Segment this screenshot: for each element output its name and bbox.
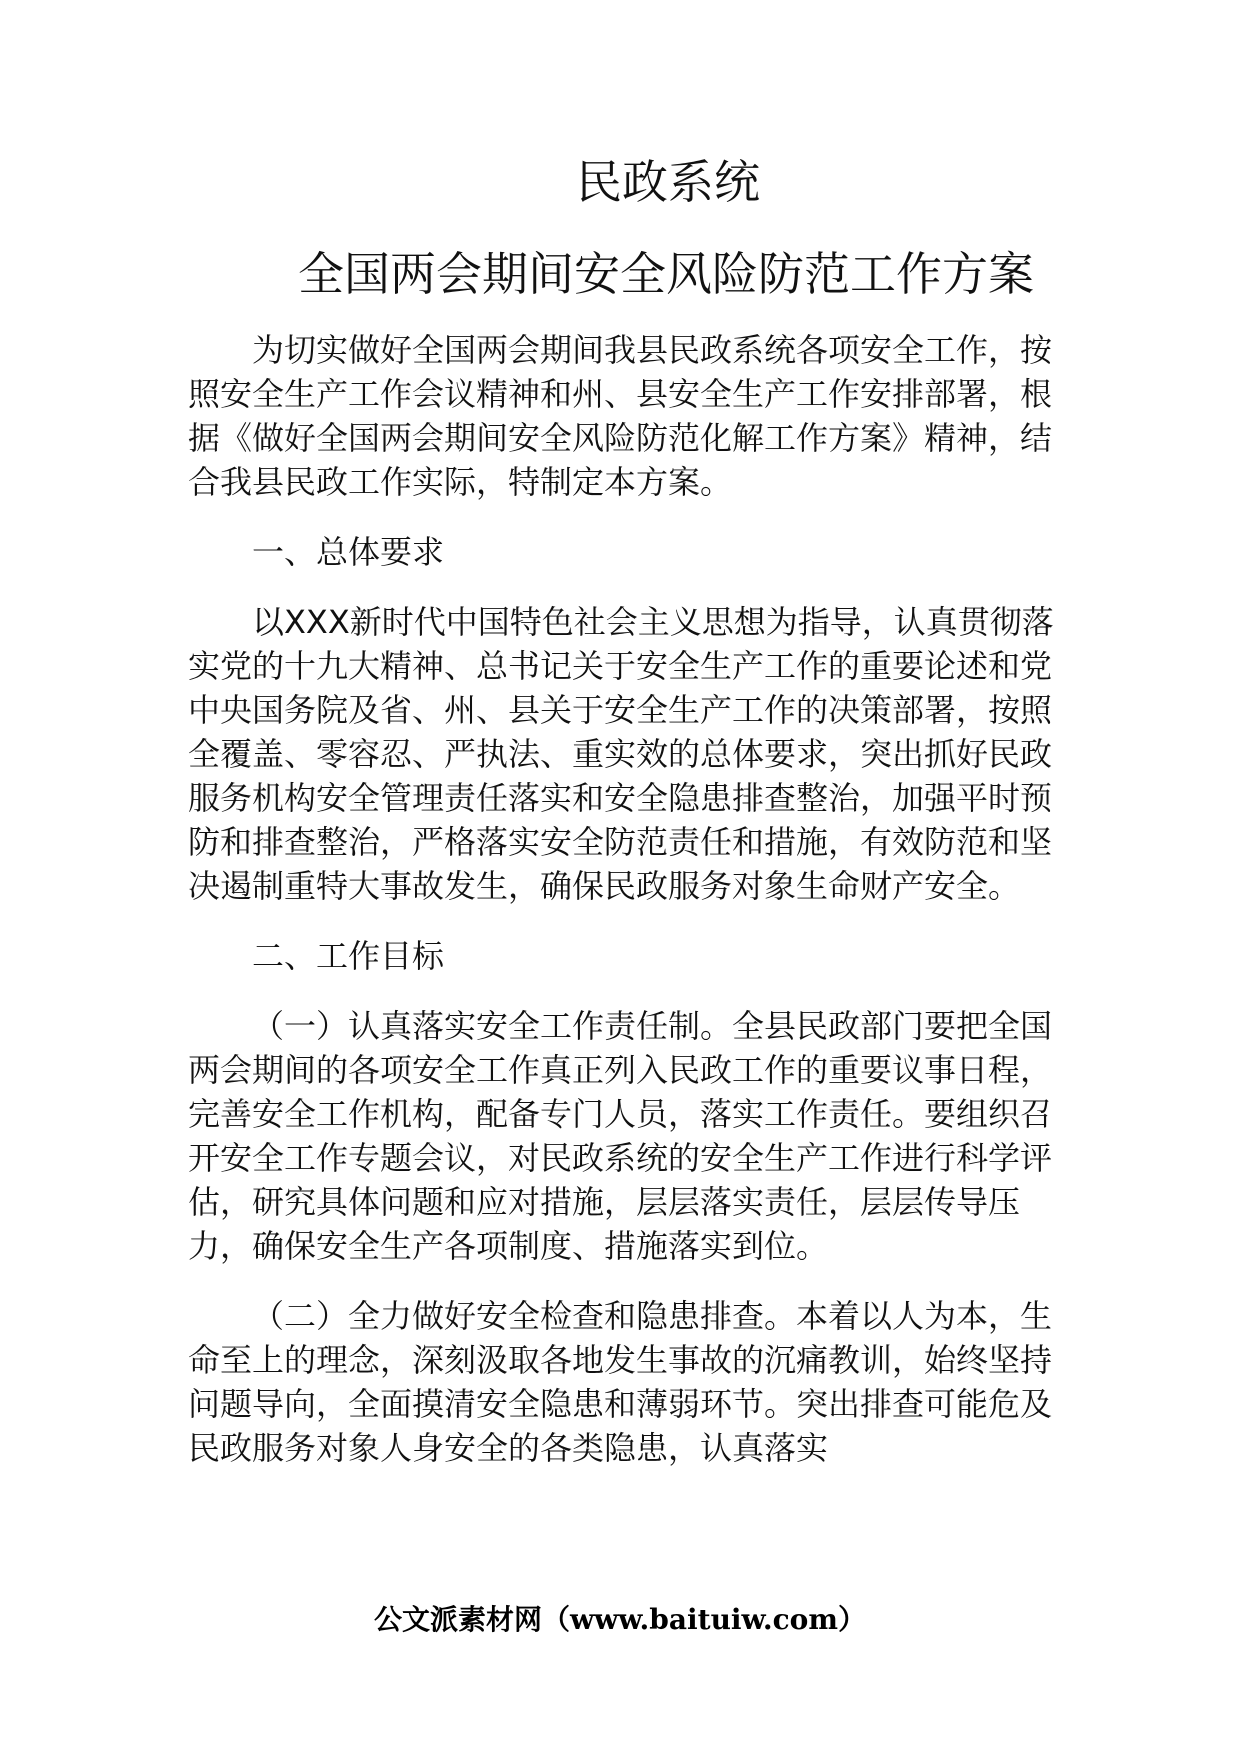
document-body [188, 328, 1058, 1470]
section-heading-general-requirements: 一、总体要求 [252, 533, 445, 571]
section-heading-work-goals: 二、工作目标 [252, 937, 445, 975]
general-requirements-paragraph: 以XXX新时代中国特色社会主义思想为指导，认真贯彻落实党的十九大精神、总书记关于安全生产工作的重要论述和党中央国务院及省、州、县关于安全生产工作的决策部署，按照全覆盖、零容忍、严执法、重实效的总体要求，突出抓好民政服务机构安全管理责任落实和安全隐患排查整治，加强平时预防和排查整治，严格落实安全防范责任和措施，有效防范和坚决遏制重特大事故发生，确保民政服务对象生命财产安全。 [188, 603, 1054, 905]
intro-paragraph: 为切实做好全国两会期间我县民政系统各项安全工作，按照安全生产工作会议精神和州、县安全生产工作安排部署，根据《做好全国两会期间安全风险防范化解工作方案》精神，结合我县民政工作实际，特制定本方案。 [188, 331, 1053, 501]
document-title-line2: 全国两会期间安全风险防范工作方案 [298, 247, 1034, 301]
work-goal-item-1: （一）认真落实安全工作责任制。全县民政部门要把全国两会期间的各项安全工作真正列入民政工作的重要议事日程，完善安全工作机构，配备专门人员，落实工作责任。要组织召开安全工作专题会议，对民政系统的安全生产工作进行科学评估，研究具体问题和应对措施，层层落实责任，层层传导压力，确保安全生产各项制度、措施落实到位。 [188, 1007, 1053, 1265]
footer-watermark: 公文派素材网（www.baituiw.com） [374, 1603, 866, 1636]
work-goal-item-2: （二）全力做好安全检查和隐患排查。本着以人为本，生命至上的理念，深刻汲取各地发生事故的沉痛教训，始终坚持问题导向，全面摸清安全隐患和薄弱环节。突出排查可能危及民政服务对象人身安全的各类隐患，认真落实 [188, 1297, 1053, 1467]
document-title-line1: 民政系统 [576, 155, 760, 209]
